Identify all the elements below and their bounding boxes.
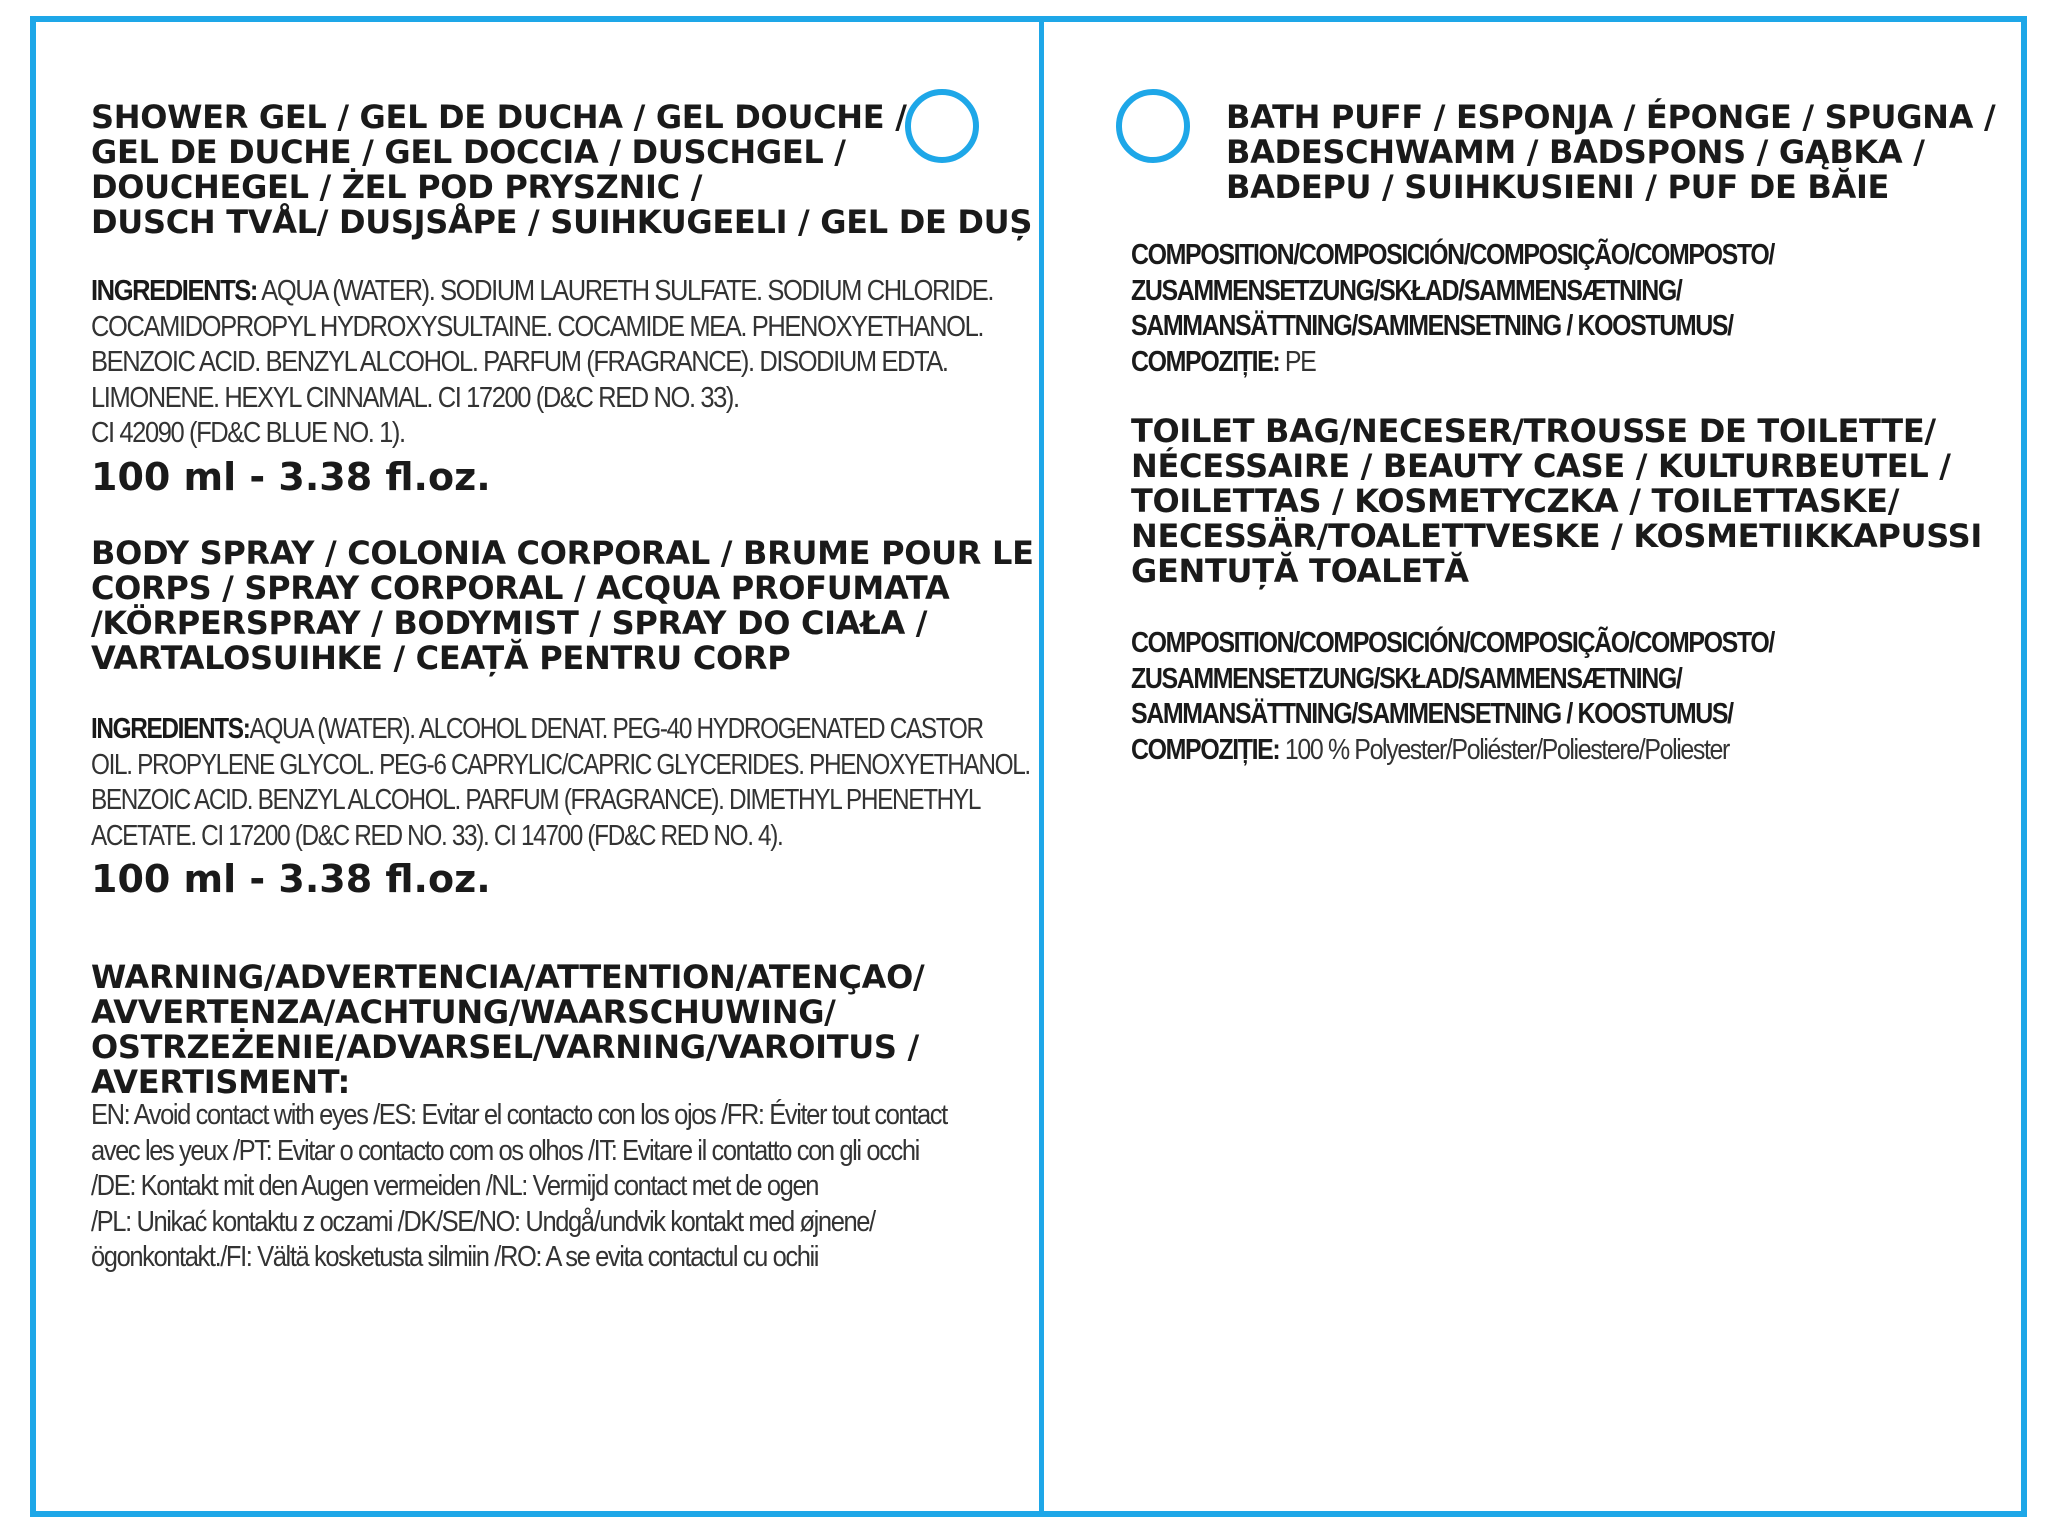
bath-puff-title: BATH PUFF / ESPONJA / ÉPONGE / SPUGNA / BADESCHWAMM / BADSPONS / GĄBKA / BADEPU / SUIHKUSIENI / PUF DE BĂIE [1226, 98, 1996, 206]
body-spray-ingredients: INGREDIENTS:AQUA (WATER). ALCOHOL DENAT. PEG-40 HYDROGENATED CASTOR OIL. PROPYLENE GLYCOL. PEG-6 CAPRYLIC/CAPRIC GLYCERIDES. PHENOXYETHANOL. BENZOIC ACID. BENZYL ALCOHOL. PARFUM (FRAGRANCE). DIMETHYL PHENETHYL ACETATE. CI 17200 (D&C RED NO. 33). CI 14700 (FD&C RED NO. 4). [91, 713, 1030, 852]
column-divider [1039, 22, 1044, 1511]
bath-puff-composition: COMPOSITION/COMPOSICIÓN/COMPOSIÇÃO/COMPOSTO/ ZUSAMMENSETZUNG/SKŁAD/SAMMENSÆTNING/ SAMMANSÄTTNING/SAMMENSETNING / KOOSTUMUS/ COMPOZIȚIE: PE [1131, 239, 1774, 378]
circle-marker-icon [1116, 89, 1190, 163]
warning-text: EN: Avoid contact with eyes /ES: Evitar el contacto con los ojos /FR: Éviter tout contact avec les yeux /PT: Evitar o contacto com os olhos /IT: Evitare il contatto con gli occhi /DE: Kontakt mit den Augen vermeiden /NL: Vermijd contact met de ogen /PL: Unikać kontaktu z oczami /DK/SE/NO: Undgå/undvik kontakt med øjnene/ ögonkontakt./FI: Vältä kosketusta silmiin /RO: A se evita contactul cu ochii [91, 1099, 947, 1273]
shower-gel-title: SHOWER GEL / GEL DE DUCHA / GEL DOUCHE / GEL DE DUCHE / GEL DOCCIA / DUSCHGEL / DOUCHEGEL / ŻEL POD PRYSZNIC / DUSCH TVÅL/ DUSJSÅPE / SUIHKUGEELI / GEL DE DUȘ [91, 98, 1033, 241]
body-spray-title: BODY SPRAY / COLONIA CORPORAL / BRUME POUR LE CORPS / SPRAY CORPORAL / ACQUA PROFUMATA /KÖRPERSPRAY / BODYMIST / SPRAY DO CIAŁA / VARTALOSUIHKE / CEAȚĂ PENTRU CORP [91, 534, 1034, 677]
label-sheet [30, 16, 2027, 1517]
shower-gel-size: 100 ml - 3.38 fl.oz. [91, 455, 491, 499]
toilet-bag-title: TOILET BAG/NECESER/TROUSSE DE TOILETTE/ NÉCESSAIRE / BEAUTY CASE / KULTURBEUTEL / TOILETTAS / KOSMETYCZKA / TOILETTASKE/ NECESSÄR/TOALETTVESKE / KOSMETIIKKAPUSSI GENTUȚĂ TOALETĂ [1131, 412, 1982, 590]
shower-gel-ingredients: INGREDIENTS: AQUA (WATER). SODIUM LAURETH SULFATE. SODIUM CHLORIDE. COCAMIDOPROPYL HYDROXYSULTAINE. COCAMIDE MEA. PHENOXYETHANOL. BENZOIC ACID. BENZYL ALCOHOL. PARFUM (FRAGRANCE). DISODIUM EDTA. LIMONENE. HEXYL CINNAMAL. CI 17200 (D&C RED NO. 33). CI 42090 (FD&C BLUE NO. 1). [91, 275, 994, 449]
warning-title: WARNING/ADVERTENCIA/ATTENTION/ATENÇAO/ AVVERTENZA/ACHTUNG/WAARSCHUWING/ OSTRZEŻENIE/ADVARSEL/VARNING/VAROITUS / AVERTISMENT: [91, 958, 925, 1101]
toilet-bag-composition: COMPOSITION/COMPOSICIÓN/COMPOSIÇÃO/COMPOSTO/ ZUSAMMENSETZUNG/SKŁAD/SAMMENSÆTNING/ SAMMANSÄTTNING/SAMMENSETNING / KOOSTUMUS/ COMPOZIȚIE: 100 % Polyester/Poliéster/Poliestere/Poliester [1131, 627, 1774, 766]
body-spray-size: 100 ml - 3.38 fl.oz. [91, 857, 491, 901]
